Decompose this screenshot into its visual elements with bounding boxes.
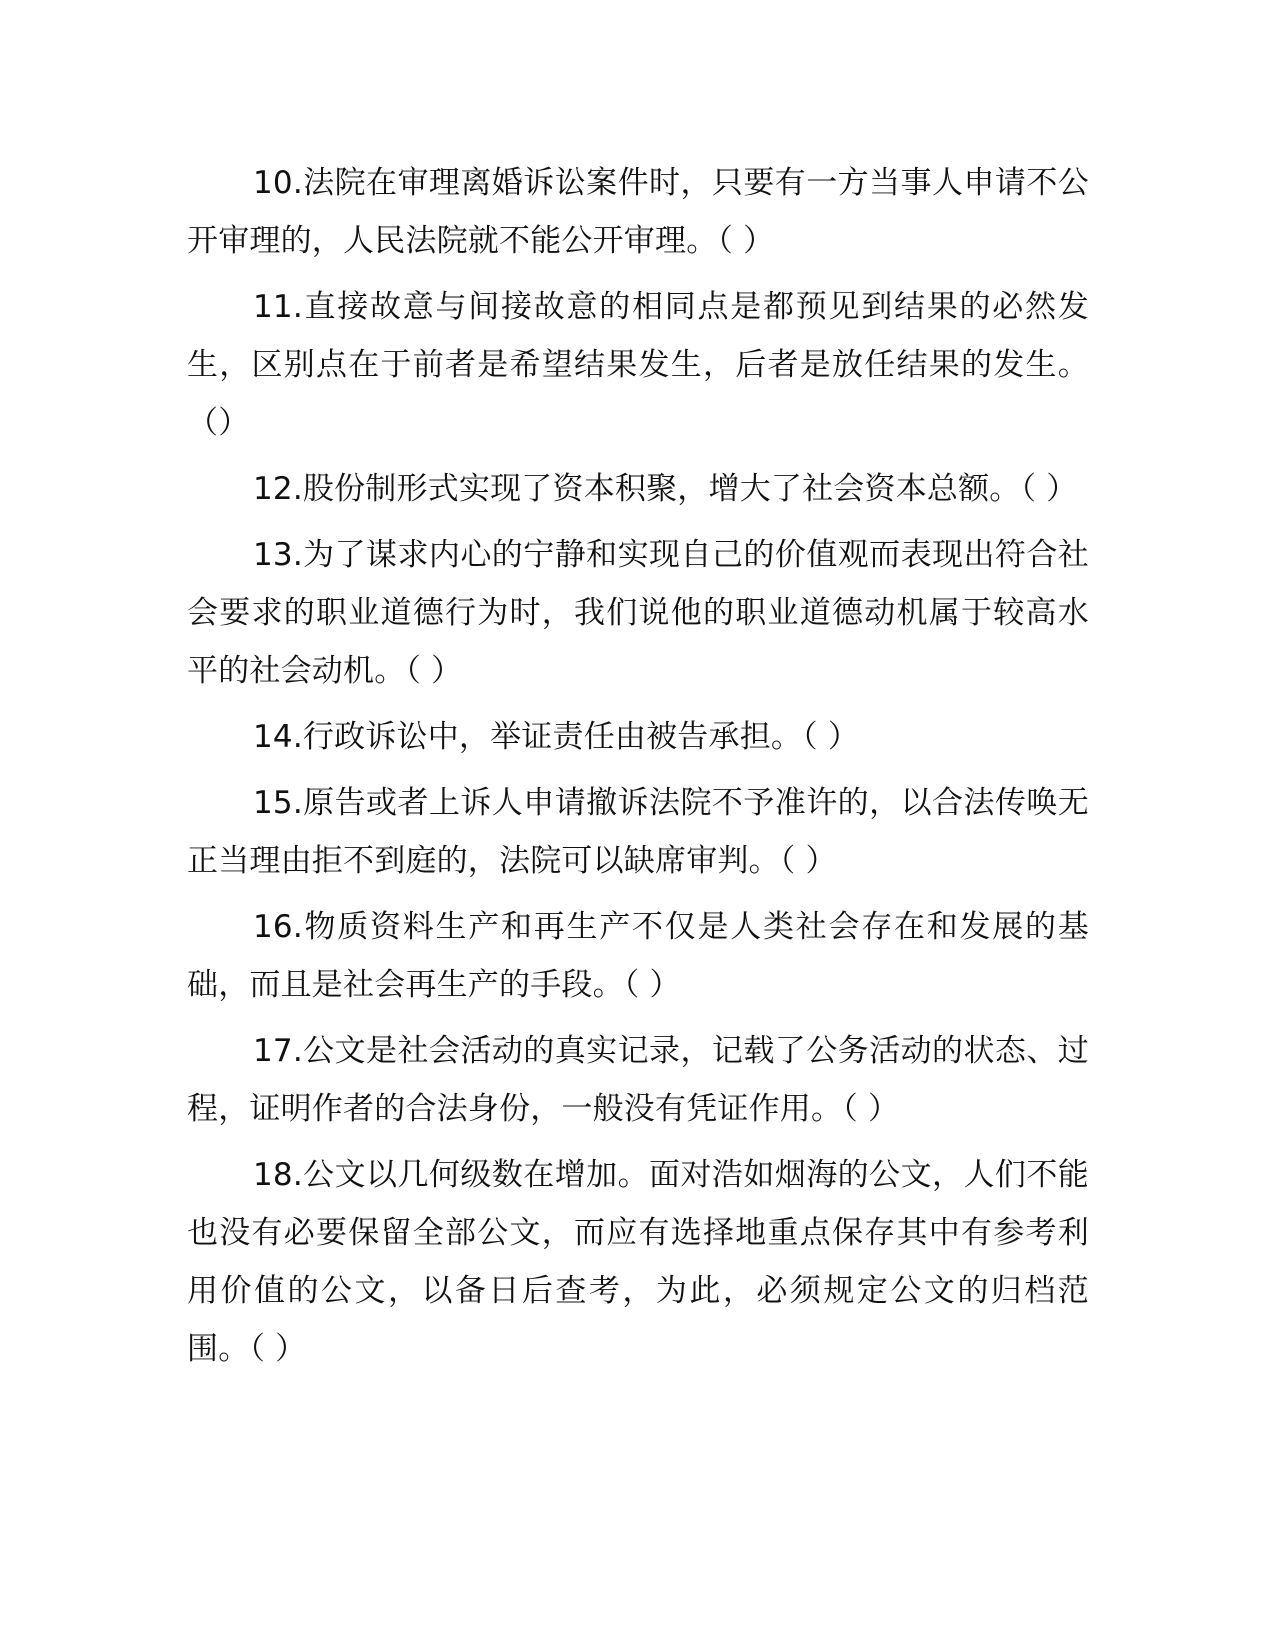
question-list	[187, 154, 1089, 1386]
question-10: 10.法院在审理离婚诉讼案件时，只要有一方当事人申请不公开审理的，人民法院就不能公开审理。（ ）	[187, 165, 1089, 259]
question-18: 18.公文以几何级数在增加。面对浩如烟海的公文，人们不能也没有必要保留全部公文，而应有选择地重点保存其中有参考利用价值的公文，以备日后查考，为此，必须规定公文的归档范围。（ ）	[187, 1157, 1089, 1367]
question-12: 12.股份制形式实现了资本积聚，增大了社会资本总额。（ ）	[253, 471, 1078, 507]
question-15: 15.原告或者上诉人申请撤诉法院不予准许的，以合法传唤无正当理由拒不到庭的，法院可以缺席审判。（ ）	[187, 785, 1089, 879]
question-13: 13.为了谋求内心的宁静和实现自己的价值观而表现出符合社会要求的职业道德行为时，我们说他的职业道德动机属于较高水平的社会动机。（ ）	[187, 537, 1089, 689]
question-11: 11.直接故意与间接故意的相同点是都预见到结果的必然发生，区别点在于前者是希望结果发生，后者是放任结果的发生。（）	[187, 289, 1089, 441]
question-16: 16.物质资料生产和再生产不仅是人类社会存在和发展的基础，而且是社会再生产的手段。（ ）	[187, 909, 1089, 1003]
question-17: 17.公文是社会活动的真实记录，记载了公务活动的状态、过程，证明作者的合法身份，一般没有凭证作用。（ ）	[187, 1033, 1089, 1127]
question-14: 14.行政诉讼中，举证责任由被告承担。（ ）	[253, 719, 860, 755]
